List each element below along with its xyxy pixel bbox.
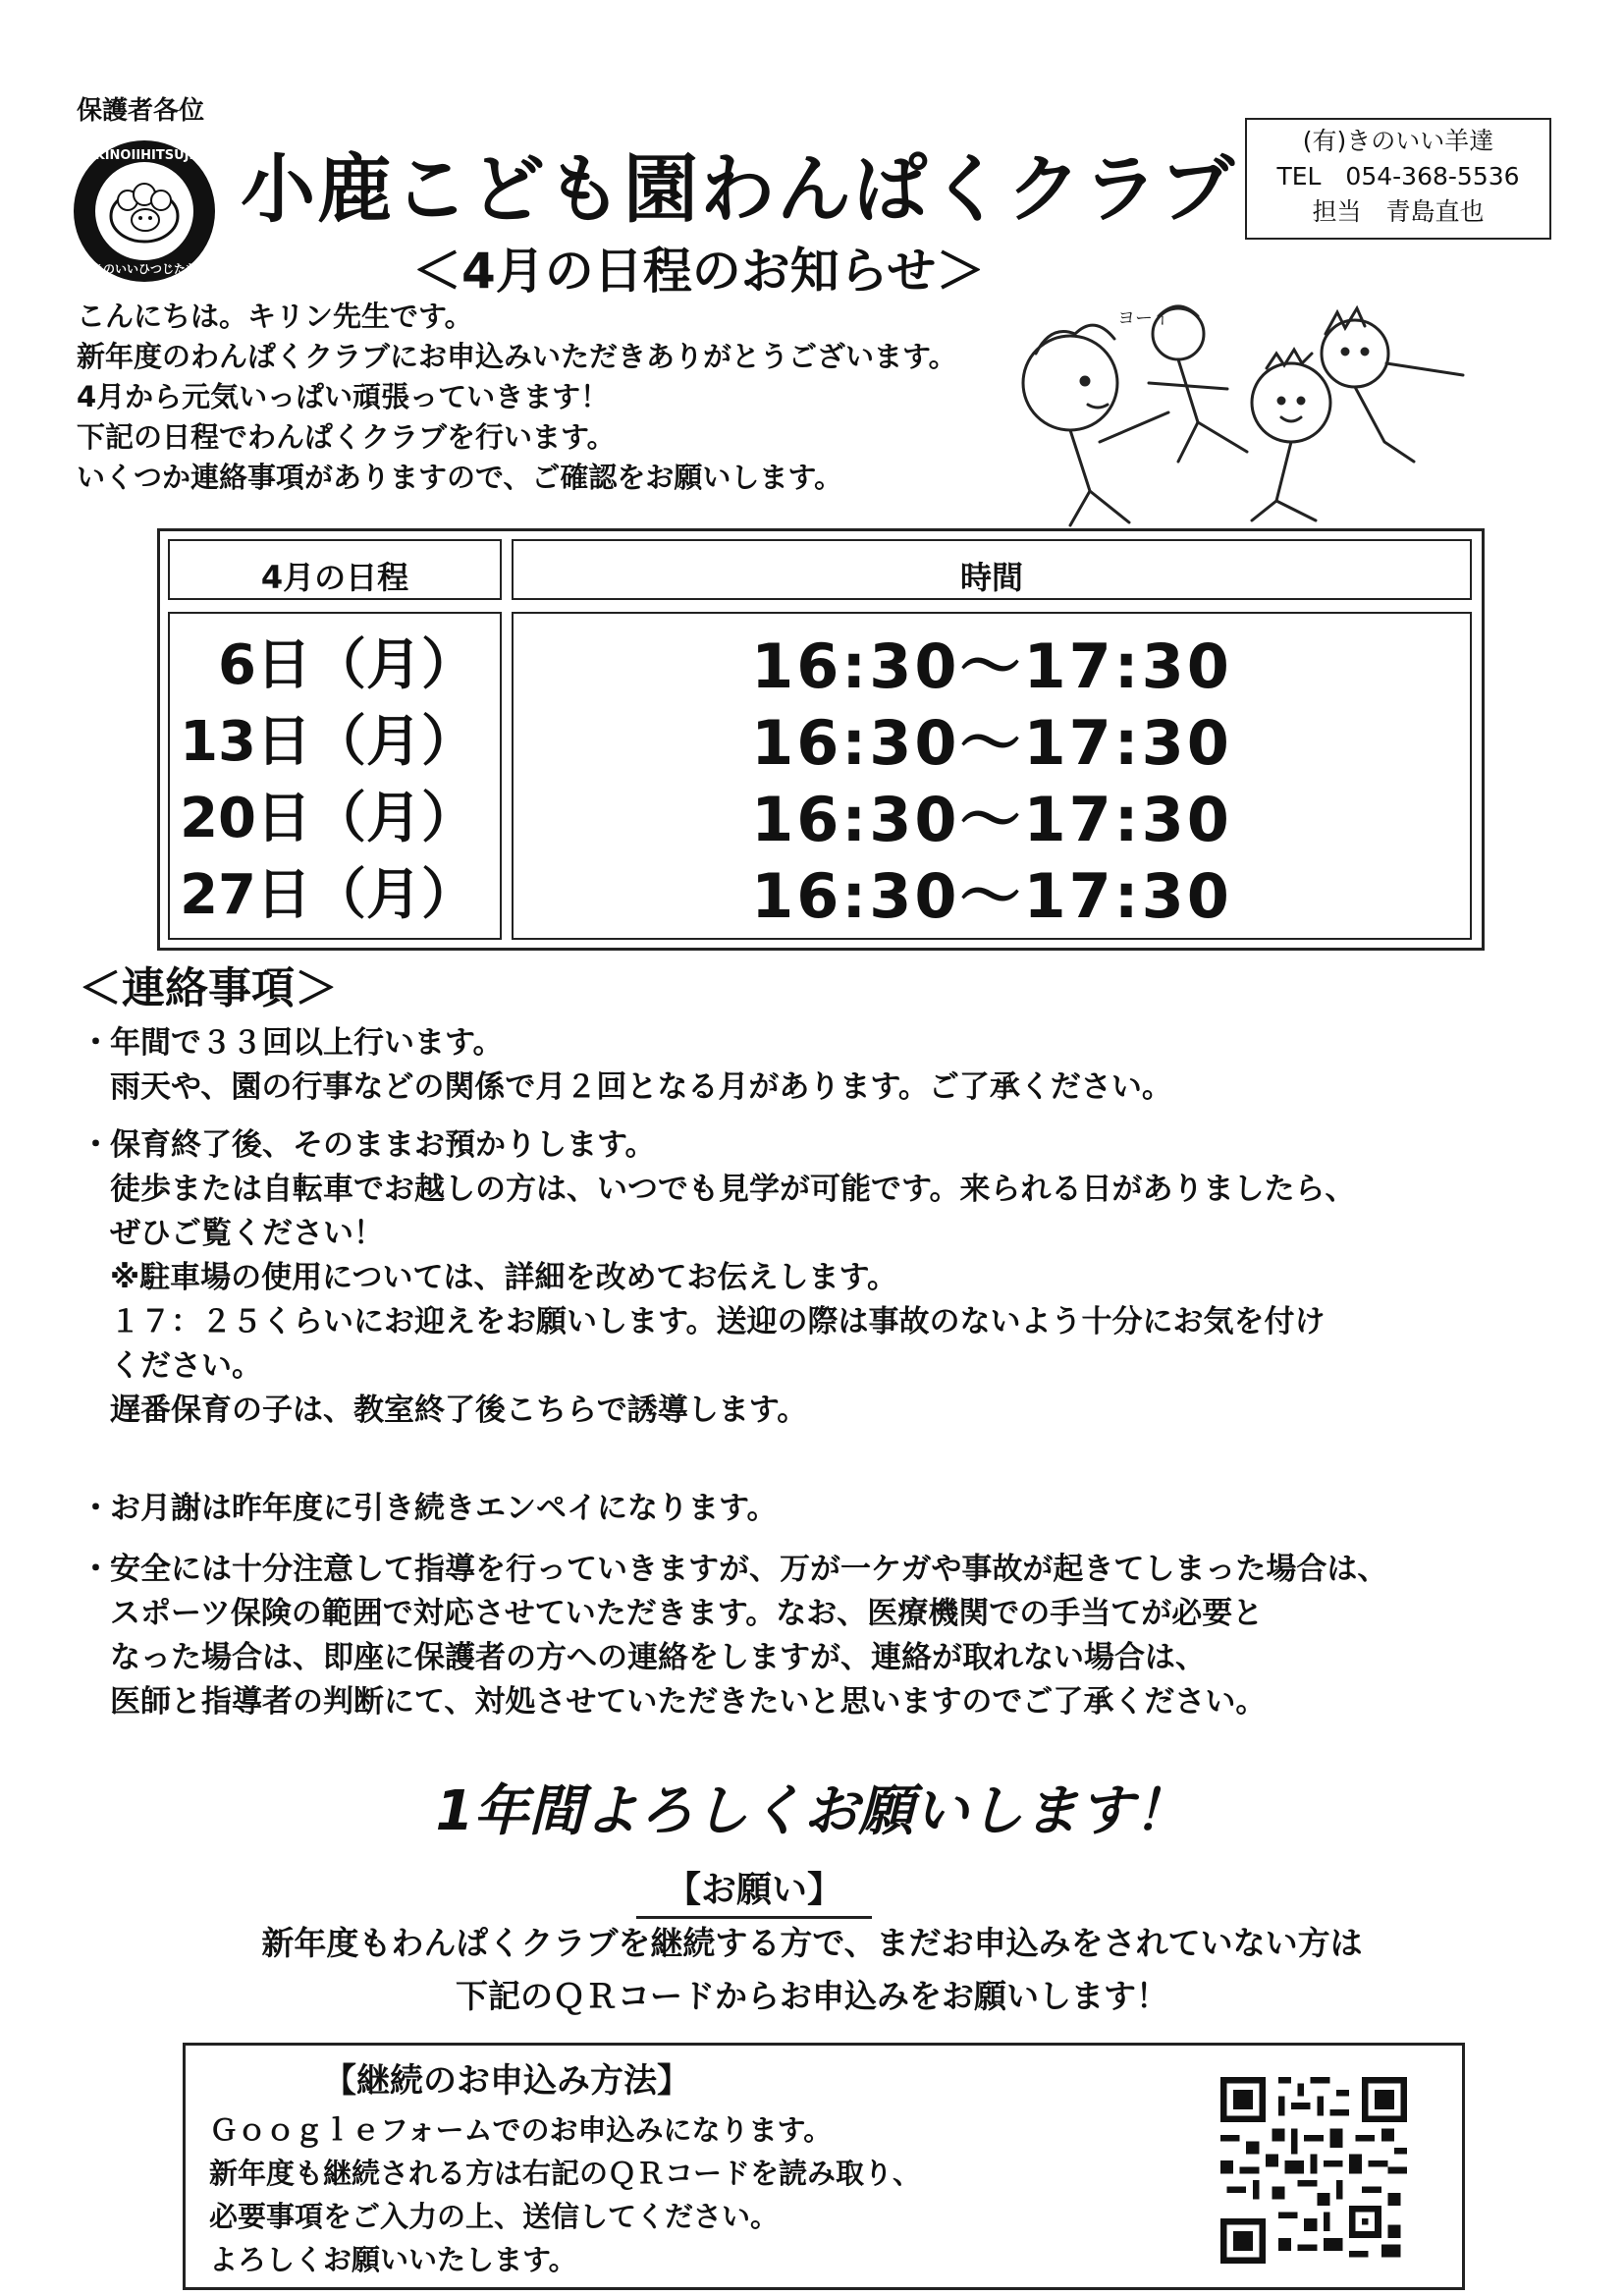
notice-line: 保育終了後、そのままお預かりします。	[110, 1127, 656, 1163]
sheep-logo-icon	[71, 137, 218, 285]
contact-tel: TEL 054-368-5536	[1276, 162, 1520, 191]
recipient-line: 保護者各位	[77, 96, 205, 126]
notice-line: １７：２５くらいにお迎えをお願いします。送迎の際は事故のないよう十分にお気を付け	[110, 1304, 1326, 1339]
notice-line: 雨天や、園の行事などの関係で月２回となる月があります。ご了承ください。	[110, 1069, 1172, 1105]
table-row-date: 27日（月）	[180, 863, 476, 927]
greeting-line: 新年度のわんぱくクラブにお申込みいただきありがとうございます。	[77, 340, 957, 373]
closing-message: 1年間よろしくお願いします！	[435, 1779, 1189, 1843]
bullet-mark: ・	[81, 1552, 111, 1587]
notice-line: お月謝は昨年度に引き続きエンペイになります。	[110, 1491, 778, 1526]
request-line: 新年度もわんぱくクラブを継続する方で、まだお申込みをされていない方は	[261, 1924, 1363, 1962]
greeting-line: 下記の日程でわんぱくクラブを行います。	[77, 420, 616, 454]
logo-text-jp: きのいいひつじたち	[90, 262, 198, 276]
table-header-date-label: 4月の日程	[260, 559, 409, 596]
schedule-times-column	[512, 612, 1472, 940]
bullet-mark: ・	[81, 1025, 111, 1061]
contact-box	[1245, 118, 1551, 240]
running-kids-illustration-icon	[1001, 295, 1551, 530]
table-header-time-label: 時間	[959, 559, 1023, 596]
notice-line: なった場合は、即座に保護者の方への連絡をしますが、連絡が取れない場合は、	[110, 1640, 1206, 1675]
method-line: Ｇｏｏｇｌｅフォームでのお申込みになります。	[209, 2113, 833, 2147]
request-paragraph	[0, 1917, 1624, 2023]
notice-line: 安全には十分注意して指導を行っていきますが、万が一ケガや事故が起きてしまった場合は、	[110, 1552, 1388, 1587]
notice-line: 遅番保育の子は、教室終了後こちらで誘導します。	[110, 1393, 808, 1428]
notice-line: ください。	[110, 1348, 262, 1384]
method-line: 新年度も継続される方は右記のＱＲコードを読み取り、	[209, 2157, 922, 2190]
page-subtitle: ＜4月の日程のお知らせ＞	[412, 243, 986, 300]
notice-line: 医師と指導者の判断にて、対処させていただきたいと思いますのでご了承ください。	[110, 1684, 1267, 1720]
method-paragraph	[209, 2108, 921, 2281]
contact-person: 担当 青島直也	[1312, 197, 1485, 226]
greeting-line: いくつか連絡事項がありますので、ご確認をお願いします。	[77, 461, 843, 494]
table-row-time: 16:30～17:30	[751, 630, 1232, 702]
notice-line: スポーツ保険の範囲で対応させていただきます。なお、医療機関での手当てが必要と	[110, 1596, 1264, 1631]
greeting-line: 4月から元気いっぱい頑張っていきます！	[77, 380, 610, 413]
notice-item	[81, 1123, 1356, 1433]
table-header-date	[168, 539, 502, 600]
notice-line: 年間で３３回以上行います。	[110, 1025, 504, 1061]
notices-heading: ＜連絡事項＞	[79, 963, 338, 1013]
request-heading: 【お願い】	[636, 1862, 872, 1919]
notice-item	[81, 1487, 778, 1531]
table-header-time	[512, 539, 1472, 600]
notice-item	[81, 1021, 1172, 1110]
application-method-box	[183, 2043, 1465, 2290]
schedule-table	[157, 528, 1485, 951]
bullet-mark: ・	[81, 1491, 111, 1526]
page-title: 小鹿こども園わんぱくクラブ	[241, 145, 1236, 233]
bullet-mark: ・	[81, 1127, 111, 1163]
table-row-date: 20日（月）	[180, 787, 476, 850]
table-row-time: 16:30～17:30	[751, 784, 1232, 855]
qr-code-icon[interactable]	[1220, 2077, 1407, 2264]
method-line: 必要事項をご入力の上、送信してください。	[209, 2200, 780, 2233]
notice-item	[81, 1548, 1387, 1724]
table-row-time: 16:30～17:30	[751, 860, 1232, 932]
request-line: 下記のＱＲコードからお申込みをお願いします！	[456, 1977, 1168, 2015]
greeting-paragraph	[77, 297, 957, 498]
notice-line: ぜひご覧ください！	[110, 1216, 384, 1251]
contact-company: (有)きのいい羊達	[1302, 127, 1494, 155]
speech-text: ヨーイ	[1117, 308, 1170, 329]
method-heading: 【継続のお申込み方法】	[323, 2061, 690, 2101]
notice-line: ※駐車場の使用については、詳細を改めてお伝えします。	[110, 1260, 898, 1295]
logo-text: KINOIIHITSUJI	[94, 148, 194, 163]
table-row-date: 6日（月）	[218, 633, 476, 697]
schedule-dates-column	[168, 612, 502, 940]
table-row-time: 16:30～17:30	[751, 707, 1232, 779]
notice-line: 徒歩または自転車でお越しの方は、いつでも見学が可能です。来られる日がありましたら、	[110, 1172, 1356, 1207]
greeting-line: こんにちは。キリン先生です。	[77, 300, 473, 333]
table-row-date: 13日（月）	[180, 710, 476, 774]
method-line: よろしくお願いいたします。	[209, 2243, 577, 2276]
